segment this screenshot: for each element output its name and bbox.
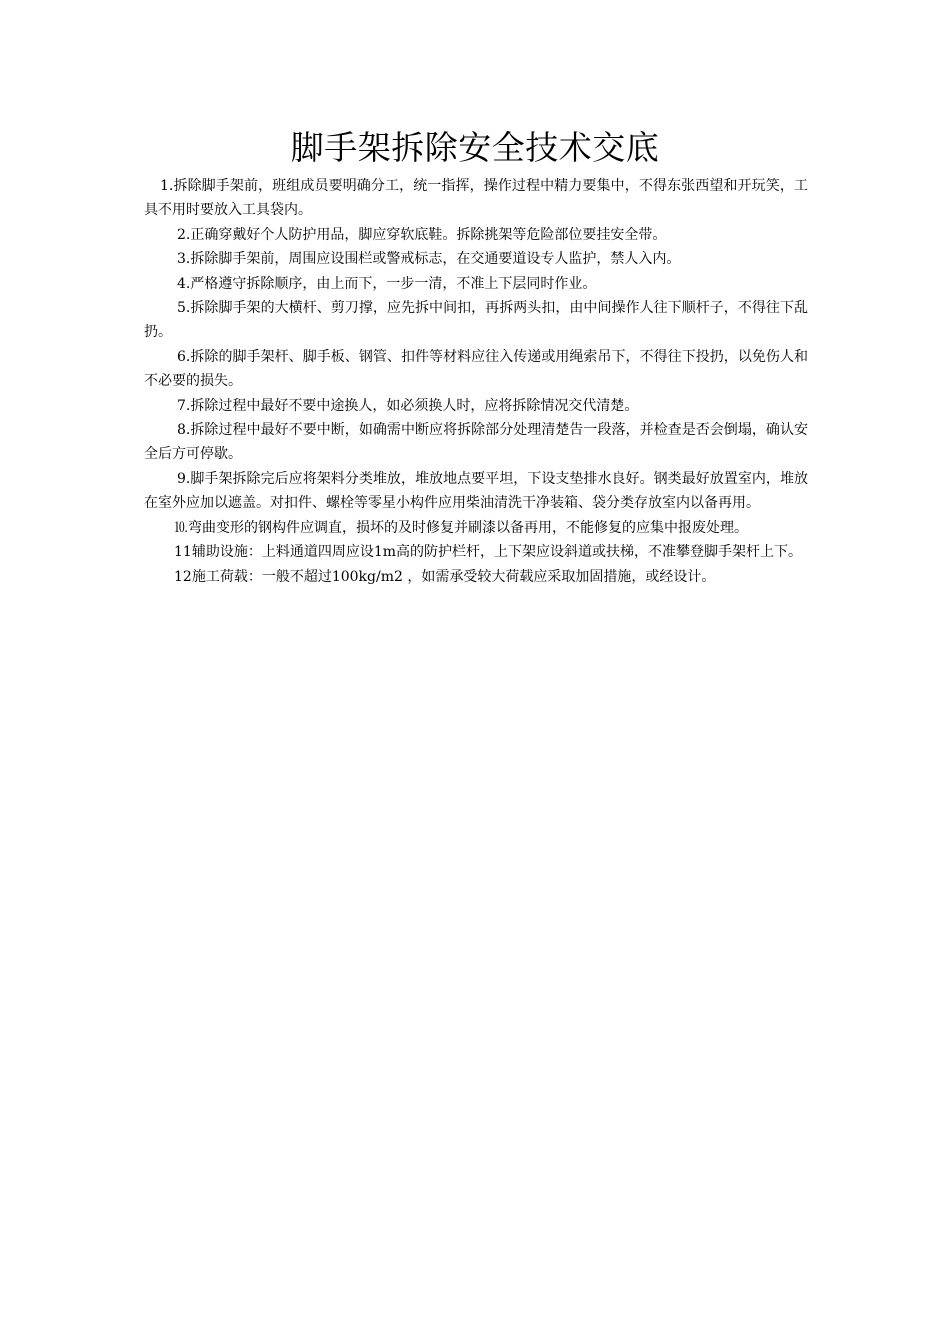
paragraph-1: 1.拆除脚手架前，班组成员要明确分工，统一指挥，操作过程中精力要集中，不得东张西望和开玩笑，工具不用时要放入工具袋内。 [144, 178, 808, 219]
paragraph-3: 3.拆除脚手架前，周围应设围栏或警戒标志，在交通要道设专人监护，禁人入内。 [177, 251, 681, 268]
paragraph-7: 7.拆除过程中最好不要中途换人，如必须换人时，应将拆除情况交代清楚。 [177, 397, 639, 414]
paragraph-4: 4.严格遵守拆除顺序，由上而下，一步一清，不准上下层同时作业。 [177, 275, 597, 292]
paragraph-6: 6.拆除的脚手架杆、脚手板、钢管、扣件等材料应往入传递或用绳索吊下，不得往下投扔，以免伤人和不必要的损失。 [144, 348, 808, 390]
paragraph-9: 9.脚手架拆除完后应将架料分类堆放，堆放地点要平坦，下设支垫排水良好。钢类最好放置室内，堆放在室外应加以遮盖。对扣件、螺栓等零星小构件应用柴油清洗干净装箱、袋分类存放室内以备再用。 [144, 470, 808, 512]
paragraph-8: 8.拆除过程中最好不要中断，如确需中断应将拆除部分处理清楚告一段落，并检查是否会倒塌，确认安全后方可停歇。 [144, 422, 808, 463]
paragraph-2: 2.正确穿戴好个人防护用品，脚应穿软底鞋。拆除挑架等危险部位要挂安全带。 [177, 226, 667, 243]
paragraph-10: ⒑弯曲变形的钢构件应调直，损坏的及时修复并刷漆以备再用，不能修复的应集中报废处理。 [174, 519, 748, 536]
paragraph-5: 5.拆除脚手架的大横杆、剪刀撑，应先拆中间扣，再拆两头扣，由中间操作人往下顺杆子，不得往下乱扔。 [144, 300, 808, 341]
document-body [144, 174, 808, 589]
paragraph-11: 11辅助设施：上料通道四周应设1m高的防护栏杆，上下架应设斜道或扶梯，不准攀登脚手架杆上下。 [174, 544, 802, 561]
paragraph-12: 12施工荷载：一般不超过100kg/m2 ，如需承受较大荷载应采取加固措施，或经设计。 [174, 568, 716, 585]
document-title: 脚手架拆除安全技术交底 [290, 128, 660, 167]
